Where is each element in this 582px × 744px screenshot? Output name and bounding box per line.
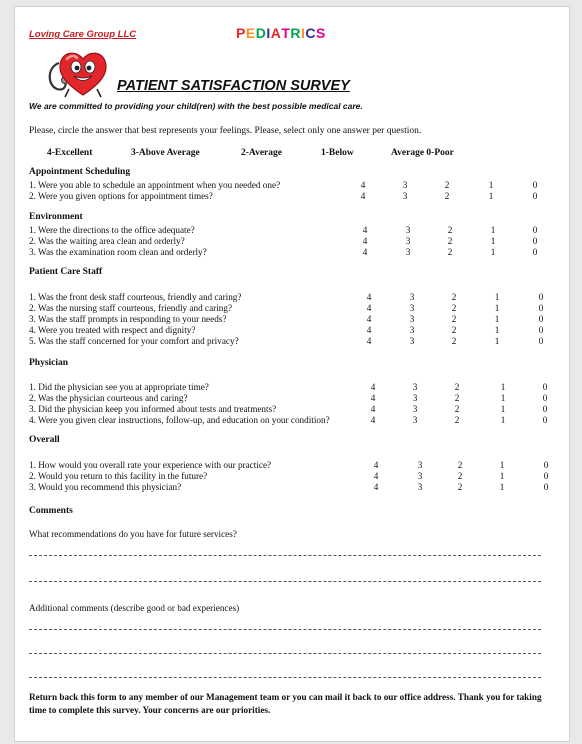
department-title-letter: D (255, 25, 267, 41)
rating-option[interactable]: 0 (532, 191, 538, 201)
rating-option[interactable]: 4 (373, 460, 379, 470)
rating-option[interactable]: 3 (402, 180, 408, 190)
rating-option[interactable]: 4 (370, 404, 376, 414)
rating-option[interactable]: 4 (360, 180, 366, 190)
rating-option[interactable]: 3 (405, 236, 411, 246)
rating-option[interactable]: 0 (542, 382, 548, 392)
rating-option[interactable]: 4 (366, 314, 372, 324)
rating-option[interactable]: 4 (370, 382, 376, 392)
department-title-letter: R (290, 25, 302, 41)
rating-option[interactable]: 4 (373, 482, 379, 492)
rating-option[interactable]: 1 (494, 303, 500, 313)
rating-option[interactable]: 1 (494, 336, 500, 346)
section-heading: Appointment Scheduling (29, 167, 131, 177)
rating-option[interactable]: 2 (447, 247, 453, 257)
question-text: 4. Were you treated with respect and dignity? (29, 325, 196, 335)
scale-average: 2-Average (241, 148, 282, 158)
rating-option[interactable]: 3 (402, 191, 408, 201)
question-text: 2. Would you return to this facility in the future? (29, 471, 208, 481)
rating-option[interactable]: 1 (494, 292, 500, 302)
rating-option[interactable]: 3 (409, 314, 415, 324)
mission-statement: We are committed to providing your child(ren) with the best possible medical care. (29, 101, 363, 111)
rating-option[interactable]: 2 (457, 471, 463, 481)
department-title-letter: I (301, 25, 306, 41)
rating-option[interactable]: 3 (412, 382, 418, 392)
rating-option[interactable]: 2 (454, 404, 460, 414)
rating-option[interactable]: 0 (532, 236, 538, 246)
rating-option[interactable]: 0 (532, 180, 538, 190)
rating-option[interactable]: 0 (542, 393, 548, 403)
rating-option[interactable]: 3 (417, 482, 423, 492)
question-text: 3. Did the physician keep you informed about tests and treatments? (29, 404, 277, 414)
department-title-letter: T (281, 25, 291, 41)
section-heading: Patient Care Staff (29, 267, 103, 277)
rating-option[interactable]: 2 (451, 325, 457, 335)
department-title-letter: C (305, 25, 317, 41)
rating-option[interactable]: 2 (444, 180, 450, 190)
rating-option[interactable]: 3 (409, 325, 415, 335)
department-title (236, 25, 326, 41)
question-text: 3. Was the staff prompts in responding to your needs? (29, 314, 227, 324)
rating-option[interactable]: 1 (488, 180, 494, 190)
rating-option[interactable]: 2 (447, 225, 453, 235)
scale-excellent: 4-Excellent (47, 148, 93, 158)
question-text: 4. Were you given clear instructions, follow-up, and education on your condition? (29, 415, 330, 425)
rating-option[interactable]: 0 (538, 325, 544, 335)
rating-option[interactable]: 3 (417, 460, 423, 470)
question-text: 2. Was the waiting area clean and orderly? (29, 236, 185, 246)
rating-option[interactable]: 4 (373, 471, 379, 481)
company-name: Loving Care Group LLC (29, 29, 137, 40)
rating-option[interactable]: 2 (451, 303, 457, 313)
rating-option[interactable]: 4 (362, 225, 368, 235)
scale-below: 1-Below (321, 148, 354, 158)
question-text: 1. Were you able to schedule an appointment when you needed one? (29, 180, 281, 190)
department-title-letter: E (245, 25, 256, 41)
question-text: 1. Were the directions to the office adequate? (29, 225, 195, 235)
rating-option[interactable]: 0 (538, 292, 544, 302)
rating-option[interactable]: 1 (500, 404, 506, 414)
comments-question-1: What recommendations do you have for future services? (29, 529, 237, 539)
rating-option[interactable]: 3 (412, 393, 418, 403)
rating-option[interactable]: 2 (454, 393, 460, 403)
scale-above-average: 3-Above Average (131, 148, 200, 158)
rating-option[interactable]: 4 (370, 393, 376, 403)
page-title: PATIENT SATISFACTION SURVEY (117, 78, 350, 94)
rating-option[interactable]: 3 (409, 292, 415, 302)
question-text: 1. Was the front desk staff courteous, friendly and caring? (29, 292, 242, 302)
scale-poor: Average 0-Poor (391, 148, 454, 158)
rating-option[interactable]: 2 (454, 382, 460, 392)
rating-option[interactable]: 4 (366, 303, 372, 313)
question-text: 2. Was the physician courteous and caring? (29, 393, 188, 403)
rating-option[interactable]: 0 (542, 404, 548, 414)
rating-option[interactable]: 1 (488, 191, 494, 201)
rating-option[interactable]: 0 (543, 482, 549, 492)
question-text: 3. Would you recommend this physician? (29, 482, 182, 492)
rating-option[interactable]: 0 (532, 247, 538, 257)
section-heading: Environment (29, 212, 83, 222)
rating-option[interactable]: 1 (499, 471, 505, 481)
question-text: 1. How would you overall rate your experience with our practice? (29, 460, 272, 470)
rating-option[interactable]: 1 (499, 482, 505, 492)
rating-option[interactable]: 1 (490, 236, 496, 246)
answer-line[interactable] (29, 555, 541, 556)
rating-option[interactable]: 3 (405, 247, 411, 257)
answer-line[interactable] (29, 677, 541, 678)
rating-option[interactable]: 3 (412, 415, 418, 425)
rating-option[interactable]: 1 (494, 314, 500, 324)
rating-option[interactable]: 3 (409, 303, 415, 313)
instructions: Please, circle the answer that best represents your feelings. Please, select only one answer per question. (29, 126, 422, 136)
rating-option[interactable]: 3 (417, 471, 423, 481)
rating-option[interactable]: 1 (490, 247, 496, 257)
rating-option[interactable]: 2 (447, 236, 453, 246)
rating-option[interactable]: 2 (444, 191, 450, 201)
rating-option[interactable]: 1 (499, 460, 505, 470)
rating-option[interactable]: 3 (409, 336, 415, 346)
question-text: 2. Were you given options for appointment times? (29, 191, 213, 201)
rating-option[interactable]: 0 (538, 314, 544, 324)
rating-option[interactable]: 2 (451, 336, 457, 346)
section-heading: Physician (29, 358, 69, 368)
rating-option[interactable]: 4 (360, 191, 366, 201)
comments-question-2: Additional comments (describe good or bad experiences) (29, 603, 240, 613)
section-heading: Overall (29, 435, 60, 445)
rating-option[interactable]: 0 (538, 336, 544, 346)
rating-option[interactable]: 0 (542, 415, 548, 425)
heart-stethoscope-icon (45, 45, 115, 101)
answer-line[interactable] (29, 653, 541, 654)
footer-note: Return back this form to any member of our Management team or you can mail it back to our office address. Thank you for taking time to complete this survey. Your concerns are our priorities. (29, 692, 542, 715)
answer-line[interactable] (29, 581, 541, 582)
rating-option[interactable]: 1 (500, 415, 506, 425)
rating-option[interactable]: 1 (494, 325, 500, 335)
question-text: 5. Was the staff concerned for your comfort and privacy? (29, 336, 239, 346)
rating-option[interactable]: 3 (412, 404, 418, 414)
department-title-letter: I (266, 25, 271, 41)
rating-option[interactable]: 2 (451, 314, 457, 324)
rating-option[interactable]: 0 (543, 471, 549, 481)
rating-option[interactable]: 1 (500, 382, 506, 392)
rating-option[interactable]: 4 (370, 415, 376, 425)
department-title-letter: S (316, 25, 326, 41)
rating-option[interactable]: 2 (457, 460, 463, 470)
rating-option[interactable]: 0 (543, 460, 549, 470)
rating-option[interactable]: 4 (366, 325, 372, 335)
rating-option[interactable]: 0 (532, 225, 538, 235)
department-title-letter: A (270, 25, 282, 41)
rating-option[interactable]: 1 (500, 393, 506, 403)
question-text: 1. Did the physician see you at appropriate time? (29, 382, 209, 392)
question-text: 3. Was the examination room clean and orderly? (29, 247, 207, 257)
rating-option[interactable]: 2 (457, 482, 463, 492)
rating-option[interactable]: 2 (451, 292, 457, 302)
answer-line[interactable] (29, 629, 541, 630)
survey-page (14, 6, 570, 742)
rating-option[interactable]: 4 (362, 247, 368, 257)
rating-option[interactable]: 1 (490, 225, 496, 235)
department-title-letter: P (236, 25, 246, 41)
rating-option[interactable]: 4 (362, 236, 368, 246)
question-text: 2. Was the nursing staff courteous, friendly and caring? (29, 303, 233, 313)
rating-option[interactable]: 3 (405, 225, 411, 235)
rating-option[interactable]: 0 (538, 303, 544, 313)
comments-heading: Comments (29, 506, 73, 516)
rating-option[interactable]: 4 (366, 292, 372, 302)
rating-option[interactable]: 2 (454, 415, 460, 425)
rating-option[interactable]: 4 (366, 336, 372, 346)
